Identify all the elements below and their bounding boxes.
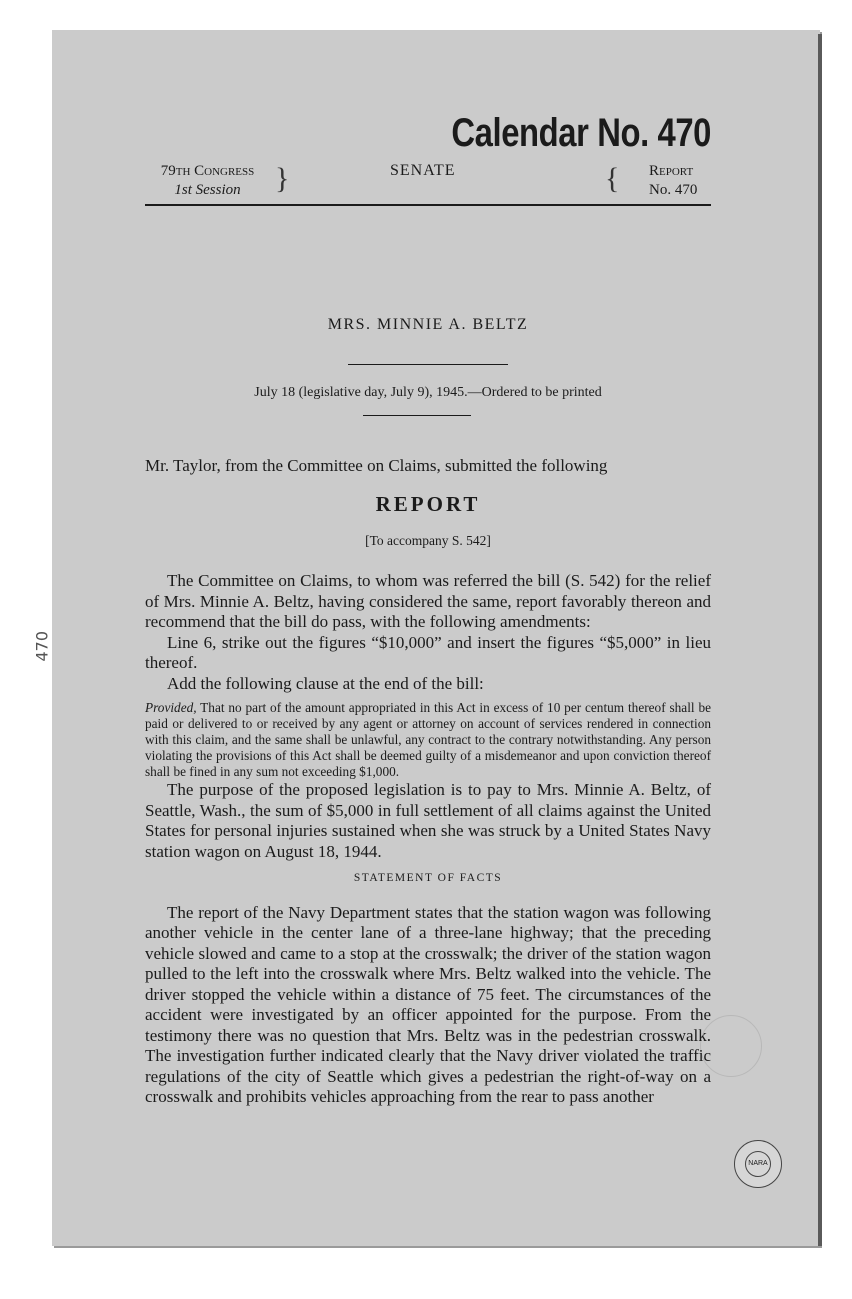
left-brace-icon: { bbox=[605, 162, 620, 195]
proviso-clause bbox=[145, 700, 711, 780]
congress-session bbox=[145, 162, 270, 200]
report-number bbox=[649, 162, 711, 200]
submitted-by: Mr. Taylor, from the Committee on Claims, submitted the following bbox=[145, 456, 608, 475]
chamber-label: SENATE bbox=[390, 162, 456, 179]
intro-paragraph: The Committee on Claims, to whom was referred the bill (S. 542) for the relief of Mrs. Minnie A. Beltz, having considered the same, report favorably thereon and recommend that the bill do pass, with the following amendments: bbox=[145, 571, 711, 631]
report-body bbox=[145, 571, 711, 1108]
right-brace-icon: } bbox=[275, 162, 290, 195]
facts-heading: STATEMENT OF FACTS bbox=[353, 872, 503, 884]
proviso-text: That no part of the amount appropriated in this Act in excess of 10 per centum thereof shall be paid or delivered to or received by any agent or attorney on account of services rendered in connection with this claim, and the same shall be unlawful, any contract to the contrary notwithstanding. Any person violating the provisions of this Act shall be deemed guilty of a misdemeanor and upon conviction thereof shall be fined in any sum not exceeding $1,000. bbox=[145, 700, 711, 779]
dateline-divider bbox=[363, 415, 471, 416]
report-heading: REPORT bbox=[375, 492, 481, 516]
report-label: Report bbox=[649, 163, 694, 179]
report-header bbox=[145, 158, 711, 206]
report-title: MRS. MINNIE A. BELTZ bbox=[327, 316, 529, 333]
facts-paragraph: The report of the Navy Department states that the station wagon was following another vehicle in the center lane of a three-lane highway; that the preceding vehicle slowed and came to a stop at the crosswalk; the driver of the station wagon pulled to the left into the crosswalk where Mrs. Beltz walked into the vehicle. The driver stopped the vehicle within a distance of 75 feet. The circumstances of the accident were investigated by an officer appointed for the purpose. From the testimony there was no question that Mrs. Beltz was in the pedestrian crosswalk. The investigation further indicated clearly that the Navy driver violated the traffic regulations of the city of Seattle which gives a pedestrian the right-of-way on a crosswalk and prohibits vehicles approaching from the rear to pass another bbox=[145, 902, 711, 1106]
congress-label: 79th Congress bbox=[160, 163, 255, 179]
title-divider bbox=[348, 364, 508, 365]
accompany-bill: [To accompany S. 542] bbox=[365, 533, 491, 548]
amendment-paragraph: Line 6, strike out the figures “$10,000” and insert the figures “$5,000” in lieu thereof. bbox=[145, 632, 711, 672]
session-label: 1st Session bbox=[174, 182, 241, 198]
calendar-number: Calendar No. 470 bbox=[451, 111, 711, 155]
clause-paragraph: Add the following clause at the end of the bill: bbox=[167, 673, 484, 693]
page-edge-shadow bbox=[818, 34, 822, 1246]
proviso-lead: Provided, bbox=[145, 700, 197, 715]
report-content bbox=[145, 110, 711, 1108]
library-seal-icon bbox=[734, 1140, 782, 1188]
report-no: No. 470 bbox=[649, 182, 698, 198]
handwritten-margin-note: 470 bbox=[32, 630, 52, 662]
dateline: July 18 (legislative day, July 9), 1945.—Ordered to be printed bbox=[254, 385, 602, 400]
purpose-paragraph: The purpose of the proposed legislation is to pay to Mrs. Minnie A. Beltz, of Seattle, Wash., the sum of $5,000 in full settlement of all claims against the United States for personal injuries sustained when she was struck by a United States Navy station wagon on August 18, 1944. bbox=[145, 780, 711, 861]
seal-label: NARA bbox=[745, 1151, 771, 1177]
